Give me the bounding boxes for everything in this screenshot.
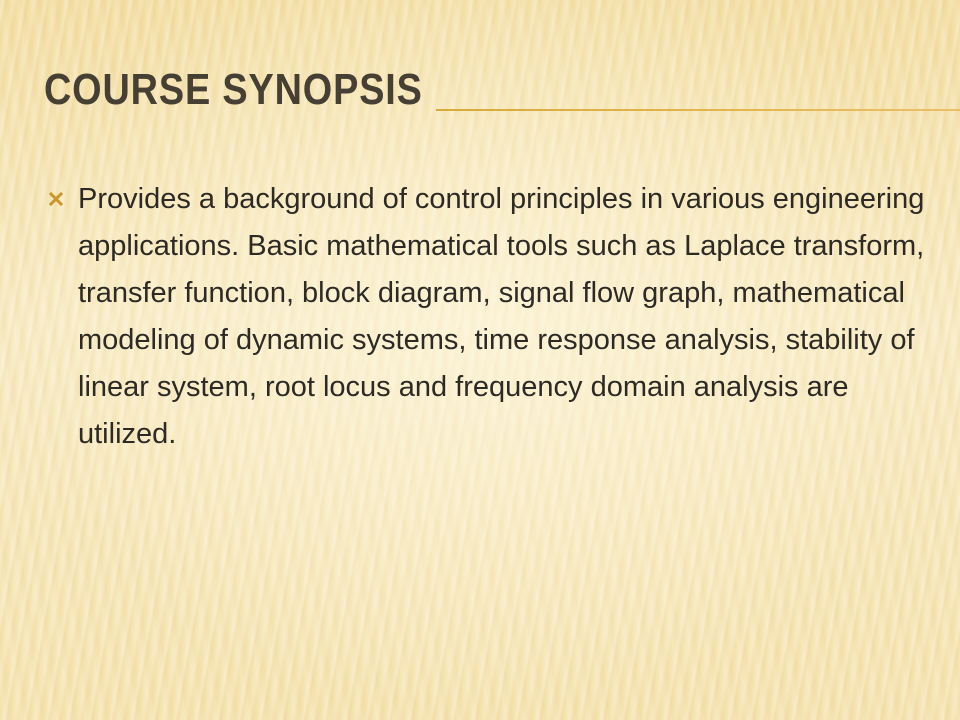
x-bullet-icon — [49, 192, 63, 206]
title-underline — [436, 109, 960, 111]
bullet-item — [40, 176, 940, 458]
title-area — [44, 62, 960, 118]
content-area — [40, 176, 940, 458]
slide-title: COURSE SYNOPSIS — [44, 65, 423, 114]
bullet-text: Provides a background of control principles in various engineering applications. Basic mathematical tools such as Laplace transform, transfer function, block diagram, signal flow graph, mathematical modeling of dynamic systems, time response analysis, stability of linear system, root locus and frequency domain analysis are utilized. — [78, 183, 925, 450]
